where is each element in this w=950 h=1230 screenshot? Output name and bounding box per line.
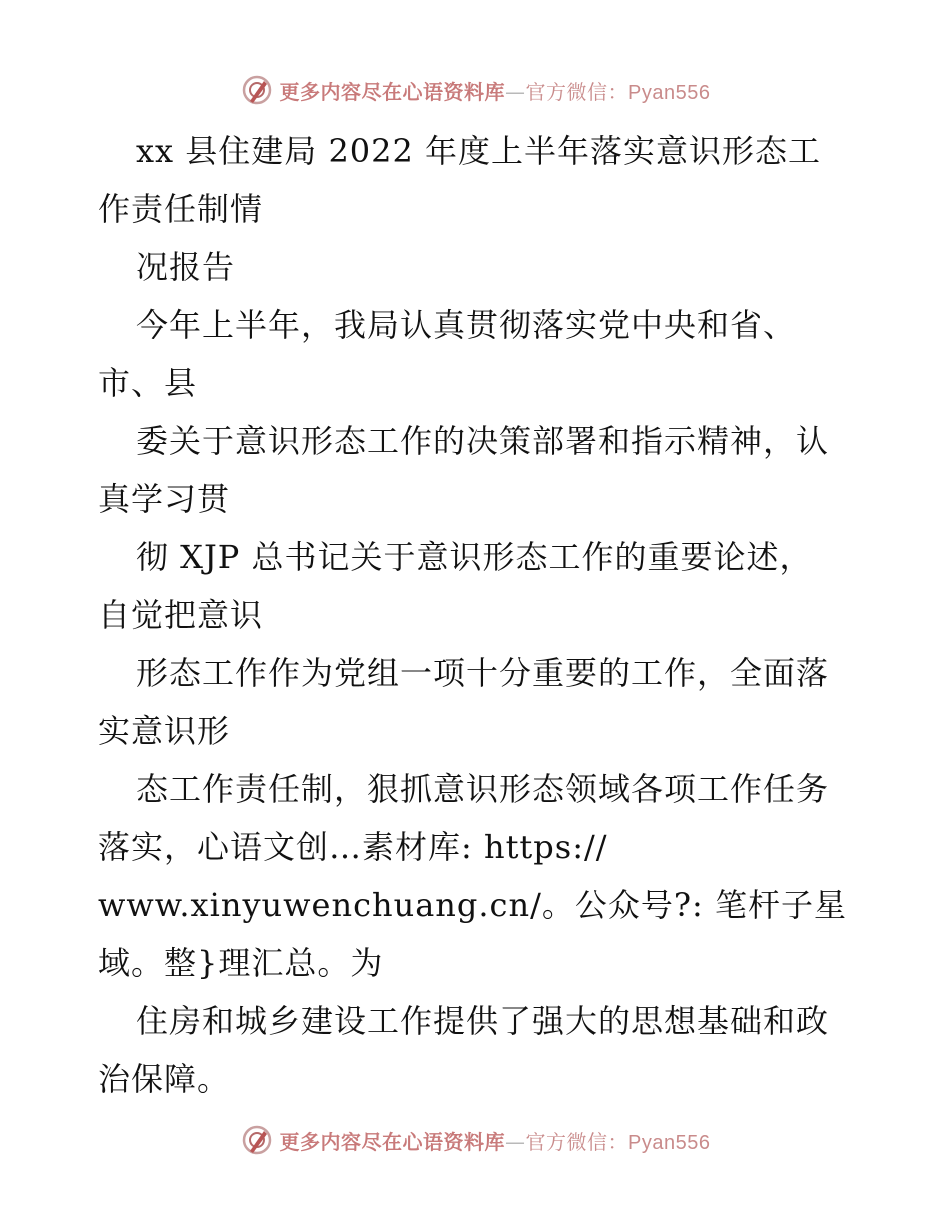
pen-logo-icon bbox=[240, 1123, 274, 1157]
watermark-brand: 更多内容尽在心语资料库 bbox=[279, 1129, 506, 1154]
body-line: 自觉把意识 bbox=[98, 596, 264, 634]
body-line: 实意识形 bbox=[98, 712, 231, 750]
document-body bbox=[98, 122, 898, 1108]
watermark-official: 官方微信： bbox=[525, 79, 629, 104]
pen-logo-icon bbox=[240, 73, 274, 107]
watermark-text bbox=[280, 76, 711, 105]
watermark-dash: — bbox=[505, 1129, 526, 1154]
title-line-3: 况报告 bbox=[136, 248, 236, 286]
body-line: 市、县 bbox=[98, 364, 198, 402]
body-line: 真学习贯 bbox=[98, 480, 231, 518]
watermark-dash: — bbox=[505, 79, 526, 104]
footer-watermark bbox=[0, 1120, 950, 1160]
watermark-official: 官方微信： bbox=[525, 1129, 629, 1154]
title-line-2: 作责任制情 bbox=[98, 190, 264, 228]
header-watermark bbox=[0, 70, 950, 110]
watermark-handle: Pyan556 bbox=[628, 81, 711, 104]
body-line: www.xinyuwenchuang.cn/。公众号?: 笔杆子星 bbox=[98, 886, 847, 924]
watermark-text bbox=[280, 1126, 711, 1155]
title-line-1: xx 县住建局 2022 年度上半年落实意识形态工 bbox=[136, 132, 822, 170]
body-line: 委关于意识形态工作的决策部署和指示精神，认 bbox=[136, 422, 830, 460]
watermark-handle: Pyan556 bbox=[628, 1131, 711, 1154]
body-line: 态工作责任制，狠抓意识形态领域各项工作任务 bbox=[136, 770, 830, 808]
body-line: 落实，心语文创…素材库: https:// bbox=[98, 828, 608, 866]
watermark-brand: 更多内容尽在心语资料库 bbox=[279, 79, 506, 104]
body-line: 域。整}理汇总。为 bbox=[98, 944, 384, 982]
body-line: 治保障。 bbox=[98, 1060, 231, 1098]
body-line: 形态工作作为党组一项十分重要的工作，全面落 bbox=[136, 654, 830, 692]
body-line: 住房和城乡建设工作提供了强大的思想基础和政 bbox=[136, 1002, 830, 1040]
body-line: 彻 XJP 总书记关于意识形态工作的重要论述， bbox=[136, 538, 813, 576]
body-line: 今年上半年，我局认真贯彻落实党中央和省、 bbox=[136, 306, 797, 344]
